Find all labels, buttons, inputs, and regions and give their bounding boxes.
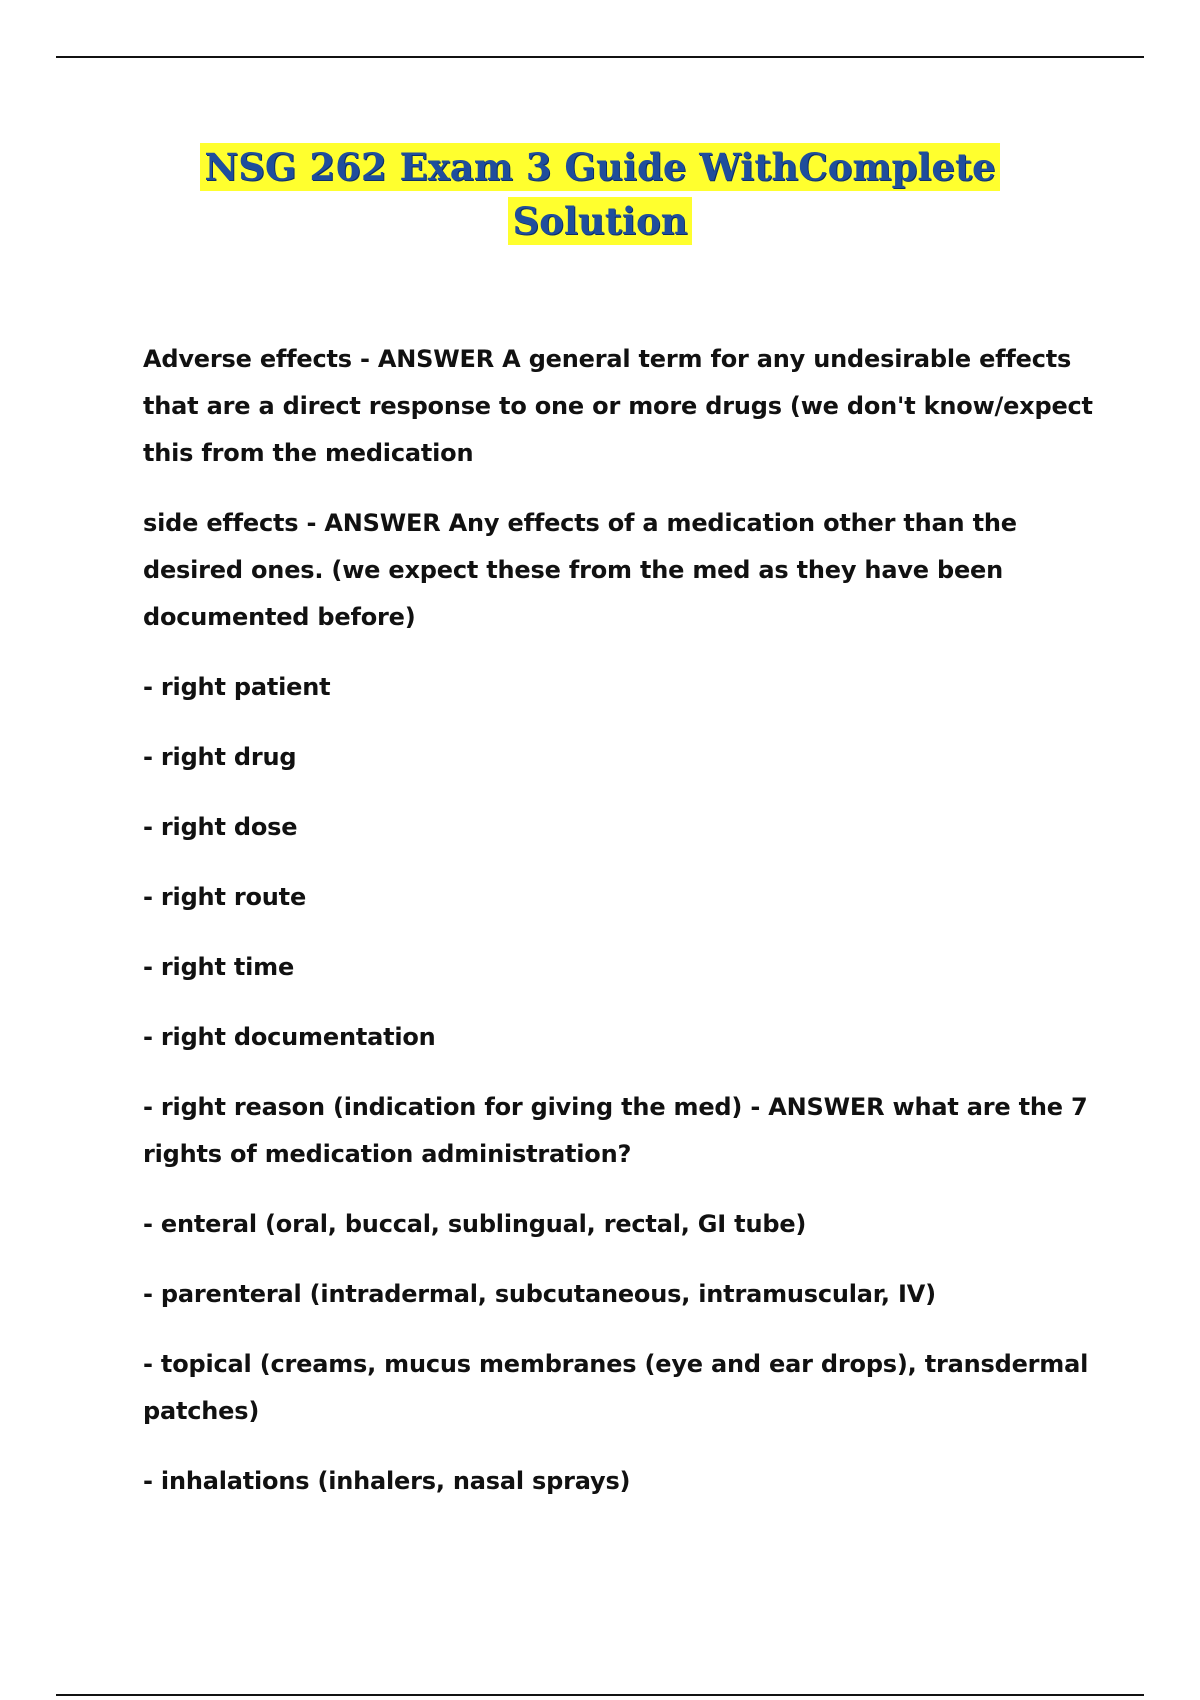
footer-rule [56,1694,1144,1696]
document-title [140,140,1060,248]
document-body [143,336,1103,1528]
list-item-right-dose: - right dose [143,813,298,841]
list-item-right-time: - right time [143,953,295,981]
paragraph-side-effects: side effects - ANSWER Any effects of a medication other than the desired ones. (we expect these from the med as they have been documented before) [143,509,1017,631]
list-item-right-reason: - right reason (indication for giving the med) - ANSWER what are the 7 rights of medication administration? [143,1093,1088,1168]
header-rule [56,56,1144,58]
paragraph-adverse-effects: Adverse effects - ANSWER A general term for any undesirable effects that are a direct response to one or more drugs (we don't know/expect this from the medication [143,345,1093,467]
title-line-1: NSG 262 Exam 3 Guide WithComplete [200,143,999,191]
list-item-right-drug: - right drug [143,743,297,771]
list-item-parenteral: - parenteral (intradermal, subcutaneous, intramuscular, IV) [143,1280,936,1308]
list-item-inhalations: - inhalations (inhalers, nasal sprays) [143,1467,631,1495]
list-item-topical: - topical (creams, mucus membranes (eye and ear drops), transdermal patches) [143,1350,1089,1425]
list-item-right-documentation: - right documentation [143,1023,436,1051]
title-line-2: Solution [508,197,691,245]
list-item-enteral: - enteral (oral, buccal, sublingual, rectal, GI tube) [143,1210,807,1238]
list-item-right-route: - right route [143,883,307,911]
list-item-right-patient: - right patient [143,673,331,701]
